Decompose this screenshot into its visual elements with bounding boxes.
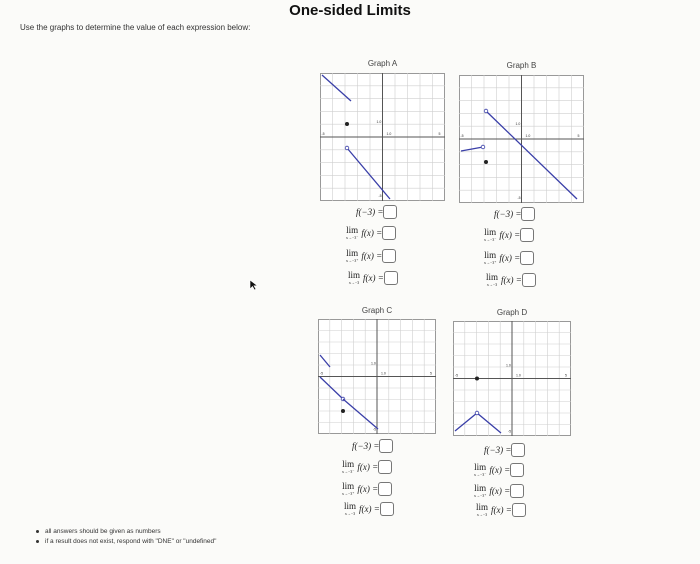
graph-c-expressions — [340, 436, 430, 524]
lim-sub: x→−3⁺ — [474, 493, 487, 498]
lim-sub: x→−3⁻ — [346, 235, 359, 240]
graph-b-expr-value — [494, 204, 535, 224]
expr-text: f(x) = — [357, 462, 379, 472]
graph-a-plot — [320, 73, 445, 201]
expr-text: f(x) = — [499, 253, 521, 263]
lim-sub: x→−3 — [486, 282, 498, 287]
graph-a-expr-right-limit — [346, 246, 396, 266]
graph-c-xright-label: 5 — [430, 371, 432, 376]
graph-c-near-origin-top: 1.0 — [371, 361, 376, 366]
answer-input[interactable] — [522, 273, 536, 287]
graph-d-title: Graph D — [496, 308, 528, 317]
graph-b-expr-limit — [486, 270, 536, 290]
graph-c-ybottom-label: -5 — [373, 427, 377, 432]
lim-label: lim — [344, 501, 357, 511]
graph-c-expr-value — [352, 436, 393, 456]
answer-input[interactable] — [383, 205, 397, 219]
expr-text: f(x) = — [357, 484, 379, 494]
bullet-icon — [36, 530, 39, 533]
graph-a-expressions — [344, 202, 434, 290]
lim-label: lim — [346, 248, 359, 258]
lim-label: lim — [348, 270, 361, 280]
lim-label: lim — [484, 227, 497, 237]
lim-sub: x→−3 — [348, 280, 360, 285]
expr-text: f(x) = — [363, 273, 384, 283]
answer-input[interactable] — [384, 271, 398, 285]
lim-label: lim — [484, 250, 497, 260]
expr-text: f(x) = — [501, 275, 522, 285]
graph-a-section — [320, 56, 445, 206]
graph-d-expr-limit — [476, 500, 526, 520]
lim-label: lim — [474, 483, 487, 493]
lim-label: lim — [346, 225, 359, 235]
lim-label: lim — [342, 459, 355, 469]
answer-input[interactable] — [520, 228, 534, 242]
lim-sub: x→−3 — [344, 511, 356, 516]
graph-b-expressions — [482, 204, 572, 292]
graph-a-expr-limit — [348, 268, 398, 288]
graph-b-xright-label: 5 — [577, 134, 580, 138]
graph-b-xleft-label: -5 — [460, 134, 464, 138]
expr-text: f(−3) = — [356, 207, 384, 217]
expr-text: f(x) = — [361, 251, 383, 261]
cursor-arrow-icon — [249, 279, 259, 291]
bullet-icon — [36, 540, 39, 543]
graph-d-near-origin-top: 1.0 — [506, 363, 511, 368]
lim-label: lim — [476, 502, 489, 512]
note-item — [36, 536, 216, 546]
graph-d-expr-left-limit — [474, 460, 524, 480]
lim-label: lim — [342, 481, 355, 491]
graph-a-xleft-label: -5 — [321, 132, 325, 136]
graph-d-xleft-label: -5 — [455, 373, 459, 378]
answer-input[interactable] — [511, 443, 525, 457]
expr-text: f(x) = — [499, 230, 521, 240]
note-text: all answers should be given as numbers — [45, 527, 161, 535]
expr-text: f(−3) = — [352, 441, 380, 451]
graph-c-plot — [318, 319, 436, 434]
graph-a-near-origin-right: 1.0 — [386, 132, 392, 136]
answer-input[interactable] — [378, 482, 392, 496]
graph-b-ybottom-label: -5 — [517, 196, 521, 200]
graph-d-plot — [453, 321, 571, 436]
graph-d-expr-right-limit — [474, 481, 524, 501]
graph-b-section — [459, 58, 584, 208]
graph-d-ybottom-label: -5 — [508, 429, 512, 434]
note-text: if a result does not exist, respond with "DNE" or "undefined" — [45, 537, 217, 545]
graph-c-section — [318, 303, 436, 438]
answer-input[interactable] — [382, 226, 396, 240]
lim-sub: x→−3⁺ — [342, 491, 355, 496]
instruction-text: Use the graphs to determine the value of each expression below: — [20, 23, 251, 32]
graph-b-plot — [459, 75, 584, 203]
graph-b-near-origin-right: 1.0 — [525, 134, 531, 138]
lim-sub: x→−3⁻ — [342, 469, 355, 474]
note-item — [36, 526, 216, 536]
expr-text: f(x) = — [359, 504, 380, 514]
lim-sub: x→−3⁺ — [346, 258, 359, 263]
notes-list — [36, 526, 216, 546]
graph-d-xright-label: 5 — [565, 373, 567, 378]
graph-c-xleft-label: -5 — [320, 371, 324, 376]
graph-a-expr-value — [356, 202, 397, 222]
expr-text: f(x) = — [491, 505, 512, 515]
answer-input[interactable] — [512, 503, 526, 517]
graph-a-title: Graph A — [367, 59, 398, 68]
graph-c-expr-limit — [344, 499, 394, 519]
graph-a-xright-label: 5 — [438, 132, 441, 136]
lim-sub: x→−3⁻ — [484, 237, 497, 242]
answer-input[interactable] — [378, 460, 392, 474]
graph-d-near-origin-right: 1.0 — [516, 373, 521, 378]
graph-c-expr-right-limit — [342, 479, 392, 499]
graph-a-expr-left-limit — [346, 223, 396, 243]
lim-sub: x→−3 — [476, 512, 488, 517]
expr-text: f(x) = — [489, 465, 511, 475]
answer-input[interactable] — [510, 463, 524, 477]
graph-c-near-origin-right: 1.0 — [381, 371, 386, 376]
graph-b-near-origin-top: 1.0 — [515, 122, 521, 126]
graph-d-expr-value — [484, 440, 525, 460]
answer-input[interactable] — [521, 207, 535, 221]
expr-text: f(−3) = — [484, 445, 512, 455]
page-title: One-sided Limits — [289, 2, 411, 19]
graph-b-expr-left-limit — [484, 225, 534, 245]
answer-input[interactable] — [520, 251, 534, 265]
lim-sub: x→−3⁺ — [484, 260, 497, 265]
expr-text: f(−3) = — [494, 209, 522, 219]
graph-b-expr-right-limit — [484, 248, 534, 268]
graph-b-title: Graph B — [506, 61, 537, 70]
answer-input[interactable] — [379, 439, 393, 453]
answer-input[interactable] — [382, 249, 396, 263]
graph-d-expressions — [472, 440, 562, 528]
expr-text: f(x) = — [361, 228, 383, 238]
graph-c-title: Graph C — [361, 306, 393, 315]
graph-d-section — [453, 305, 571, 440]
lim-label: lim — [486, 272, 499, 282]
graph-a-ybottom-label: -5 — [378, 194, 382, 198]
answer-input[interactable] — [380, 502, 394, 516]
lim-sub: x→−3⁻ — [474, 472, 487, 477]
expr-text: f(x) = — [489, 486, 511, 496]
answer-input[interactable] — [510, 484, 524, 498]
graph-a-near-origin-top: 1.0 — [376, 120, 382, 124]
graph-c-expr-left-limit — [342, 457, 392, 477]
lim-label: lim — [474, 462, 487, 472]
